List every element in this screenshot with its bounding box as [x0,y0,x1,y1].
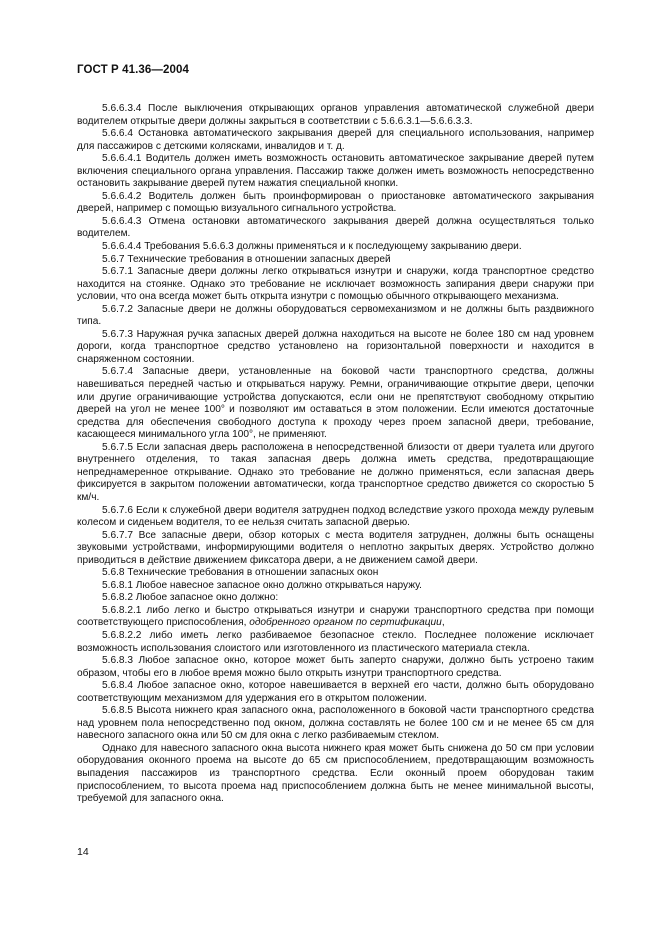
paragraph: 5.6.8.1 Любое навесное запасное окно должно открываться наружу. [102,579,422,591]
paragraph: 5.6.6.4.3 Отмена остановки автоматического закрывания дверей должна осуществляться только водителем. [77,215,594,240]
page-number: 14 [77,846,89,858]
paragraph: 5.6.7.7 Все запасные двери, обзор которых с места водителя затруднен, должны быть оснащены звуковыми устройствами, информирующими водителя о неплотно закрытых дверях. Устройство должно приводиться в действие движением фиксатора двери, а не движением самой двери. [77,529,594,566]
paragraph: 5.6.8.3 Любое запасное окно, которое может быть заперто снаружи, должно быть устроено таким образом, чтобы его в любое время можно было открыть изнутри транспортного средства. [77,655,594,679]
paragraph: 5.6.7.2 Запасные двери не должны оборудоваться сервомеханизмом и не должны быть раздвижного типа. [77,303,594,328]
section-heading: 5.6.8 Технические требования в отношении запасных окон [102,567,379,579]
paragraph: 5.6.8.5 Высота нижнего края запасного окна, расположенного в боковой части транспортного средства над уровнем пола непосредственно под окном, должна составлять не более 100 см и не менее 65 см для навесного запасного окна или 50 см для окна с легко разбиваемым стеклом. [77,705,594,742]
paragraph: 5.6.8.2.2 либо иметь легко разбиваемое безопасное стекло. Последнее положение исключает возможность использования слоистого или изготовленного из пластического материала стекла. [77,629,594,654]
section-heading: 5.6.7 Технические требования в отношении запасных дверей [102,253,391,265]
paragraph: 5.6.7.3 Наружная ручка запасных дверей должна находиться на высоте не более 180 см над уровнем дороги, когда транспортное средство установлено на горизонтальной поверхности и находится в снаряженном состоянии. [77,328,594,365]
paragraph: 5.6.7.1 Запасные двери должны легко открываться изнутри и снаружи, когда транспортное средство находится на стоянке. Однако это требование не исключает возможность запирания двери снаружи при условии, что она всегда может быть открыта изнутри с помощью обычного открывающего механизма. [77,266,594,303]
paragraph: 5.6.7.5 Если запасная дверь расположена в непосредственной близости от двери туалета или другого внутреннего отделения, то такая запасная дверь должна иметь средства, предотвращающие непреднамеренное открывание. Однако это требование не должно применяться, если запасная дверь фиксируется в закрытом положении автоматически, когда транспортное средство движется со скоростью 5 км/ч. [77,441,594,503]
paragraph: 5.6.8.2 Любое запасное окно должно: [102,592,279,604]
paragraph-with-italic: 5.6.8.2.1 либо легко и быстро открываться изнутри и снаружи транспортного средства при помощи соответствующего приспособления, одобренного органом по сертификации, [77,604,594,629]
italic-phrase: одобренного органом по сертификации [249,617,442,629]
paragraph: 5.6.7.6 Если к служебной двери водителя затруднен подход вследствие узкого прохода между рулевым колесом и сиденьем водителя, то ее нельзя считать запасной дверью. [77,504,594,529]
document-header: ГОСТ Р 41.36—2004 [77,64,189,76]
paragraph: 5.6.6.4.1 Водитель должен иметь возможность остановить автоматическое закрывание дверей путем включения специального органа управления. Пассажир также должен иметь возможность непосредственно остановить закрывание дверей путем нажатия специальной кнопки. [77,153,594,190]
document-body [77,103,594,806]
paragraph: 5.6.6.3.4 После выключения открывающих органов управления автоматической служебной двери водителем открытые двери должны закрыться в соответствии с 5.6.6.3.1—5.6.6.3.3. [77,103,594,127]
paragraph: 5.6.6.4.2 Водитель должен быть проинформирован о приостановке автоматического закрывания дверей, например с помощью визуального сигнального устройства. [77,190,594,215]
paragraph: 5.6.8.4 Любое запасное окно, которое навешивается в верхней его части, должно быть оборудовано соответствующим механизмом для удержания его в открытом положении. [77,680,594,704]
paragraph: 5.6.6.4.4 Требования 5.6.6.3 должны применяться и к последующему закрыванию двери. [102,241,522,253]
paragraph: 5.6.6.4 Остановка автоматического закрывания дверей для специального использования, например для пассажиров с детскими колясками, инвалидов и т. д. [77,128,594,152]
paragraph: Однако для навесного запасного окна высота нижнего края может быть снижена до 50 см при условии оборудования оконного проема на высоте до 65 см приспособлением, предотвращающим возможность выпадения пассажиров из транспортного средства. Если оконный проем оборудован таким приспособлением, то высота проема над приспособлением должна быть не менее минимальной высоты, требуемой для запасного окна. [77,742,594,805]
paragraph: 5.6.7.4 Запасные двери, установленные на боковой части транспортного средства, должны навешиваться передней частью и открываться наружу. Ремни, ограничивающие открытие двери, цепочки или другие ограничивающие устройства допускаются, если они не препятствуют свободному открытию дверей на угол не менее 100° и позволяют им оставаться в этом положении. Если имеются достаточные средства для обеспечения свободного доступа к проходу через проем запасной двери, требование, касающееся минимального угла 100°, не применяют. [77,366,594,441]
